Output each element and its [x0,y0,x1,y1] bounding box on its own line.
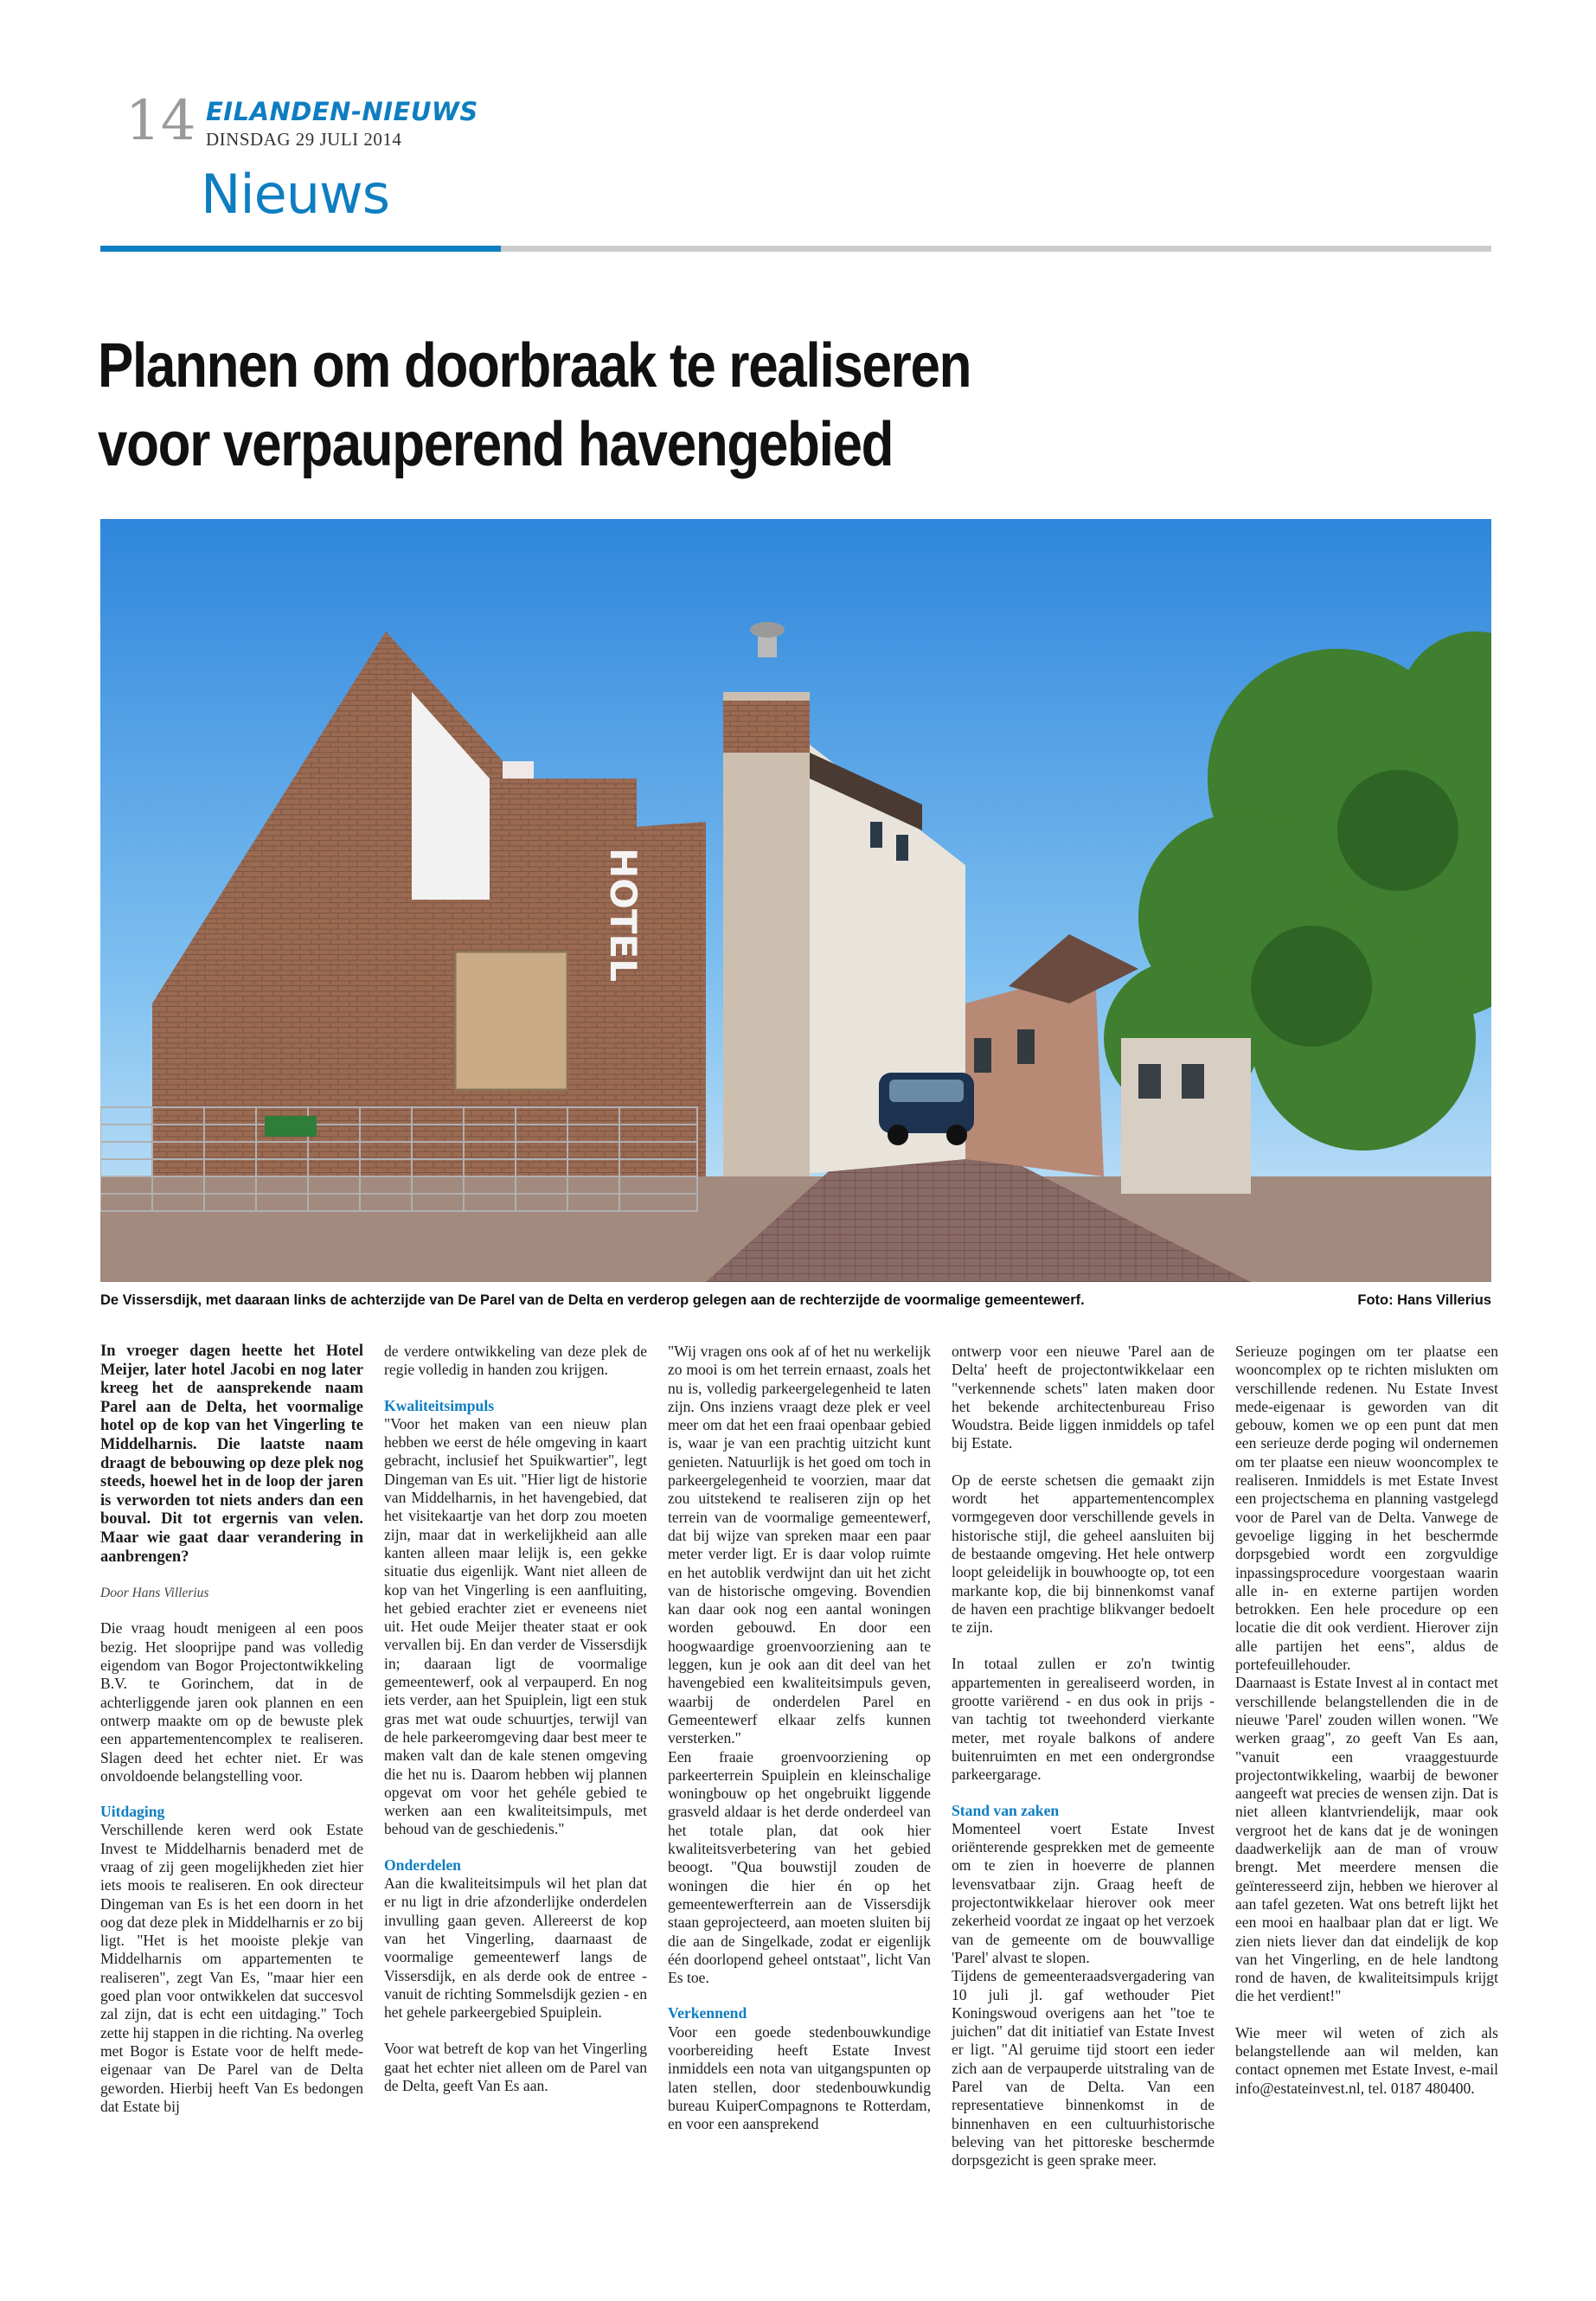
paragraph: "Voor het maken van een nieuw plan hebben we eerst de héle omgeving in kaart gebracht, inclusief het Spuikwartier", legt Dingeman van Es uit. "Hier ligt de historie van Middelharnis, in het havengebied, dat het visitekaartje van het dorp zou moeten zijn, maar dat in werkelijkheid aan alle kanten alleen maar lelijk is, een gekke situatie dus eigenlijk. Want niet alleen de kop van het Vingerling is een aanfluiting, het gebied erachter ziet er eveneens niet uit. Het oude Meijer theater staat er ook vervallen bij. En dan verder de Vissersdijk in; daaraan ligt de voormalige gemeentewerf, ook al verpauperd. En nog iets verder, aan het Spuiplein, ligt een stuk gras met wat oude schuurtjes, terwijl van de hele parkeeromgeving daar best meer te maken valt dan de kale stenen omgeving die het nu is. Daarom hebben wij plannen opgevat om voor het gehéle gebied te werken aan een kwaliteitsimpuls, met behoud van de geschiedenis." [384,1414,647,1838]
article-column-4 [952,1343,1215,2170]
article-column-5 [1235,1343,1498,2098]
page-number: 14 [125,89,196,153]
street-scene-illustration [100,519,1491,1282]
subheading-uitdaging: Uitdaging [100,1803,165,1821]
byline: Door Hans Villerius [100,1586,209,1601]
paragraph: Verschillende keren werd ook Estate Invest te Middelharnis benaderd met de vraag of zij geen mogelijkheden ziet hier iets moois te realiseren. En ook directeur Dingeman van Es is het een doorn in het oog dat deze plek in Middelharnis er zo bij ligt. "Het is het mooiste plekje van Middelharnis om appartementen te realiseren", zegt Van Es, "maar hier een goed plan voor ontwikkelen dat succesvol zal zijn, dat is echt een uitdaging." Toch zette hij stappen in die richting. Na overleg met Bogor is Estate voor de helft mede-eigenaar van De Parel van de Delta geworden. Hierbij heeft Van Es bedongen dat Estate bij [100,1821,363,2115]
paragraph: Momenteel voert Estate Invest oriënterende gesprekken met de gemeente om te zien in hoeverre de plannen levensvatbaar zijn. Graag heeft de projectontwikkelaar hierover ook meer zekerheid voordat ze ingaat op het verzoek van de gemeente om de bouwvallige 'Parel' alvast te slopen. [952,1819,1215,1966]
article-column-3 [668,1343,931,2133]
contact-paragraph: Wie meer wil weten of zich als belangstellende aan wil melden, kan contact opnemen met Estate Invest, e-mail info@estateinvest.nl, tel. 0187 480400. [1235,2023,1498,2097]
paragraph: Een fraaie groenvoorziening op parkeerterrein Spuiplein en kleinschalige woningbouw op het ongebruikt liggende grasveld aldaar is het derde onderdeel van het totale plan, dat ook hier kwaliteitsverbetering van het gebied beoogt. "Qua bouwstijl zouden de woningen die hier én op het gemeentewerfterrein aan de Vissersdijk staan geprojecteerd, aan moeten sluiten bij die aan de Singelkade, zodat er eigenlijk één doorlopend geheel ontstaat", licht Van Es toe. [668,1747,931,1987]
subheading-onderdelen: Onderdelen [384,1856,461,1874]
article-photo [100,519,1491,1282]
hotel-sign [602,848,644,982]
paragraph: Voor een goede stedenbouwkundige voorbereiding heeft Estate Invest inmiddels een nota van uitgangspunten op laten stellen, door stedenbouwkundig bureau KuiperCompagnons te Rotterdam, en voor een aansprekend [668,2022,931,2133]
paragraph: Die vraag houdt menigeen al een poos bezig. Het slooprijpe pand was volledig eigendom van Bogor Projectontwikkeling B.V. te Gorinchem, dat in de achterliggende jaren ook plannen en een ontwerp maakte om op de bewuste plek een appartementencomplex te realiseren. Slagen deed het echter niet. Er was onvoldoende belangstelling voor. [100,1619,363,1785]
article-lead: In vroeger dagen heette het Hotel Meijer, later hotel Jacobi en nog later kreeg het de aansprekende naam Parel aan de Delta, het voormalige hotel op de kop van het Vingerling te Middelharnis. Die laatste naam draagt de bebouwing op deze plek nog steeds, hoewel het in de loop der jaren is verworden tot niets anders dan een bouval. Dit tot ergernis van velen. Maar wie gaat daar verandering in aanbrengen? [100,1343,363,1566]
masthead-logo: EILANDEN-NIEUWS [206,97,478,126]
article-column-1 [100,1343,363,2116]
paragraph: Voor wat betreft de kop van het Vingerling gaat het echter niet alleen om de Parel van de Delta, geeft Van Es aan. [384,2040,647,2094]
paragraph: Aan die kwaliteitsimpuls wil het plan dat er nu ligt in drie afzonderlijke onderdelen invulling gaan geven. Allereerst de kop van het Vingerling, daarnaast de voormalige gemeentewerf langs de Vissersdijk, en als derde ook de entree - vanuit de richting Sommelsdijk gezien - en het gehele parkeergebied Spuiplein. [384,1875,647,2022]
header-rule-accent [100,246,501,252]
paragraph: Op de eerste schetsen die gemaakt zijn wordt het appartementencomplex vormgegeven door verschillende gevels in historische stijl, die geheel aansluiten bij de bestaande omgeving. Het hele ontwerp loopt geleidelijk in bouwhoogte op, tot een markante kop, die bij binnenkomst vanaf de haven een prachtige blikvanger bedoelt te zijn. [952,1471,1215,1637]
article-column-2 [384,1343,647,2095]
paragraph: de verdere ontwikkeling van deze plek de regie volledig in handen zou krijgen. [384,1343,647,1379]
article-headline [98,327,1317,484]
issue-date: DINSDAG 29 JULI 2014 [206,129,402,150]
subheading-verkennend: Verkennend [668,2004,747,2022]
hotel-sign-text: HOTEL [602,848,644,982]
paragraph: Tijdens de gemeenteraadsvergadering van 10 juli jl. gaf wethouder Piet Koningswoud overigens aan het "toe te juichen" dat dit initiatief van Estate Invest er ligt. "Al geruime tijd stoort een ieder zich aan de verpauperde uitstraling van de Parel van de Delta. Van een representatieve binnenkomst in de binnenhaven en een cultuurhistorische beleving van het pittoreske beschermde dorpsgezicht is geen sprake meer. [952,1967,1215,2170]
paragraph: Daarnaast is Estate Invest al in contact met verschillende belangstellenden die in de nieuwe 'Parel' zouden willen wonen. "We werken graag", zo geeft Van Es aan, "vanuit een vraaggestuurde projectontwikkeling, waarbij de bewoner aangeeft wat precies de wensen zijn. Dat is niet alleen klantvriendelijk, maar ook vergroot het de kans dat je de woningen daadwerkelijk aan de man of vrouw brengt. Met meerdere mensen die geïnteresseerd zijn, hebben we hierover al aan tafel gezeten. Wat ons betreft lijkt het een mooi en haalbaar plan dat er ligt. We zien niets liever dan dat eindelijk de kop van het Vingerling, en de hele landtong rond de haven, de kwaliteitsimpuls krijgt die het verdient!" [1235,1674,1498,2005]
subheading-stand-van-zaken: Stand van zaken [952,1801,1060,1819]
headline-line-2: voor verpauperend havengebied [98,410,894,479]
paragraph: ontwerp voor een nieuwe 'Parel aan de Delta' heeft de projectontwikkelaar een "verkennende schets" laten maken door het bekende architectenbureau Friso Woudstra. Beide liggen inmiddels op tafel bij Estate. [952,1343,1215,1452]
section-title: Nieuws [201,163,390,226]
photo-credit: Foto: Hans Villerius [1357,1292,1491,1308]
paragraph: "Wij vragen ons ook af of het nu werkelijk zo mooi is om het terrein ernaast, zoals het nu is, volledig parkeergelegenheid te laten zijn. Ons inziens vraagt deze plek er veel meer om dat het een fraai openbaar gebied is, waar je van een prachtig uitzicht kunt genieten. Natuurlijk is het goed om toch in parkeergelegenheid te voorzien, maar dat zou uitstekend te realiseren zijn op het terrein van de voormalige gemeentewerf, dat bij wijze van spreken maar een paar meter verder ligt. Er is daar volop ruimte en het autoblik verdwijnt dan uit het zicht van de historische omgeving. Bovendien kan daar ook nog een aantal woningen worden gebouwd. En door een hoogwaardige groenvoorziening aan te leggen, kun je ook aan dit deel van het havengebied een kwaliteitsimpuls geven, waarbij de onderdelen Parel en Gemeentewerf elkaar zelfs kunnen versterken." [668,1343,931,1747]
headline-line-1: Plannen om doorbraak te realiseren [98,331,971,401]
paragraph: Serieuze pogingen om ter plaatse een wooncomplex op te richten mislukten om verschillende redenen. Nu Estate Invest mede-eigenaar is geworden van dit gebouw, komen we op een punt dat men een serieuze derde poging wil ondernemen om ter plaatse een nieuw wooncomplex te realiseren. Inmiddels is met Estate Invest een projectschema en planning vastgelegd voor de Parel van de Delta. Vanwege de gevoelige ligging in het beschermde dorpsgebied wordt een zorgvuldige inpassingsprocedure voorgestaan waarin alle in- en externe partijen worden betrokken. Een hele procedure op een locatie die dit ook verdient. Hierover zijn alle partijen het eens", aldus de portefeuillehouder. [1235,1343,1498,1674]
subheading-kwaliteitsimpuls: Kwaliteitsimpuls [384,1396,495,1414]
photo-caption: De Vissersdijk, met daaraan links de achterzijde van De Parel van de Delta en verderop gelegen aan de rechterzijde de voormalige gemeentewerf. [100,1292,1085,1308]
paragraph: In totaal zullen er zo'n twintig appartementen in gerealiseerd worden, in grootte variërend - en dus ook in prijs - van tachtig tot tweehonderd vierkante meter, met royale balkons of andere buitenruimten en met een ondergrondse parkeergarage. [952,1655,1215,1784]
